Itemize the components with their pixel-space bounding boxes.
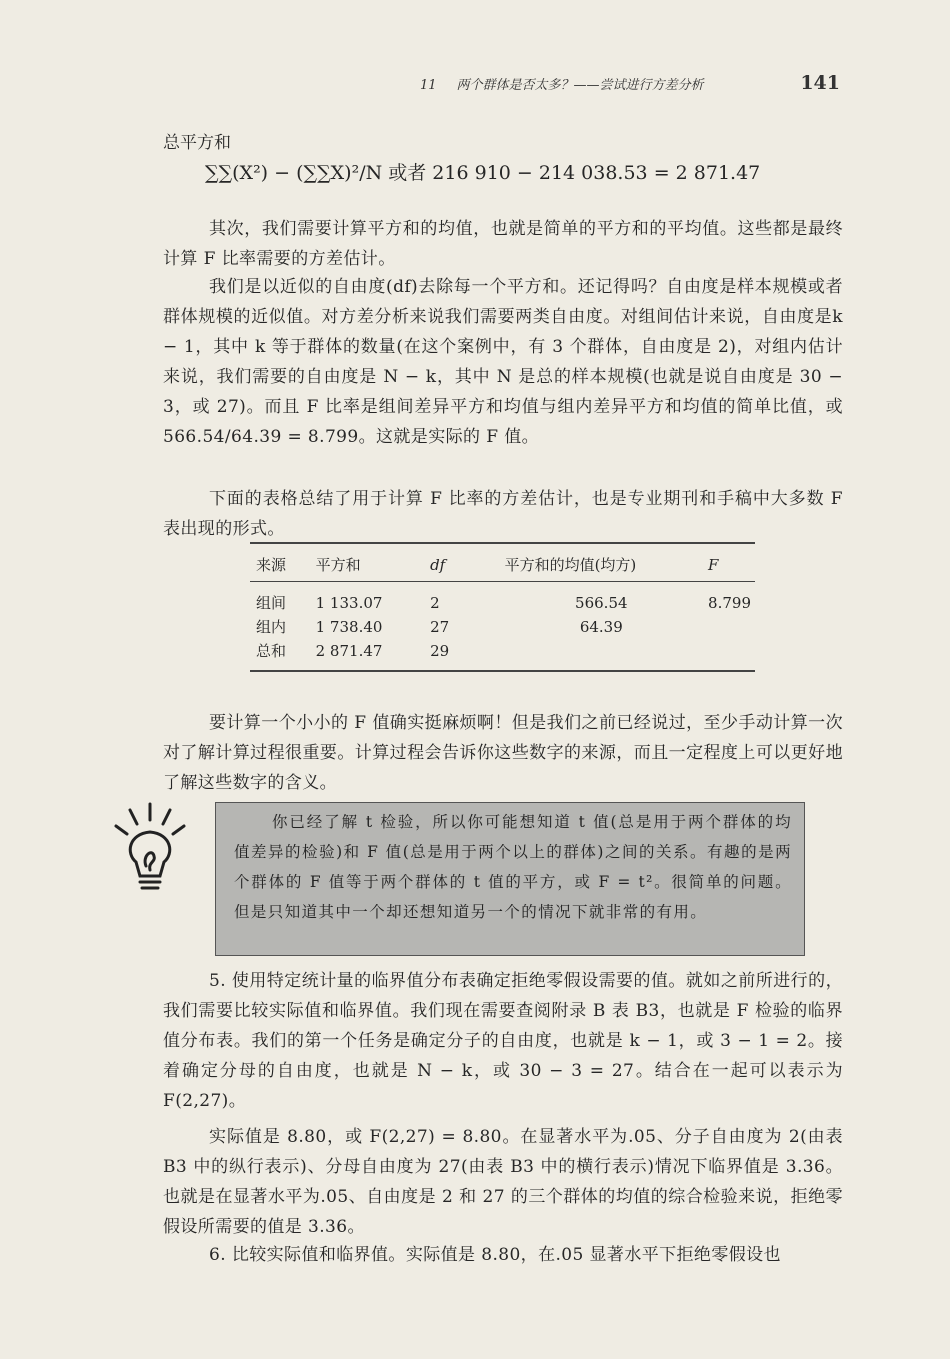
tip-text: 你已经了解 t 检验，所以你可能想知道 t 值(总是用于两个群体的均值差异的检验)和 F 值(总是用于两个以上的群体)之间的关系。有趣的是两个群体的 F 值等于两个群体的 t 值的平方，或 F = t²。很简单的问题。但是只知道其中一个却还想知道另一个的情况下就非常的有用。 <box>234 813 792 921</box>
header-sum-of-squares: 平方和 <box>310 543 424 582</box>
anova-summary-table <box>250 542 755 672</box>
header-mean-square: 平方和的均值(均方) <box>499 543 702 582</box>
cell-source: 组间 <box>256 594 287 612</box>
cell-df: 2 <box>430 594 440 612</box>
cell-source: 组内 <box>256 618 287 636</box>
paragraph-step-6: 6. 比较实际值和临界值。实际值是 8.80，在.05 显著水平下拒绝零假设也 <box>209 1245 781 1265</box>
paragraph-critical-value: 实际值是 8.80，或 F(2,27) = 8.80。在显著水平为.05、分子自由度为 2(由表 B3 中的纵行表示)、分母自由度为 27(由表 B3 中的横行表示)情况下临界值是 3.36。也就是在显著水平为.05、自由度是 2 和 27 的三个群体的均值的综合检验来说，拒绝零假设所需要的值是 3.36。 <box>163 1127 843 1237</box>
table-row <box>250 582 755 616</box>
paragraph-step-5: 5. 使用特定统计量的临界值分布表确定拒绝零假设需要的值。就如之前所进行的，我们需要比较实际值和临界值。我们现在需要查阅附录 B 表 B3，也就是 F 检验的临界值分布表。我们的第一个任务是确定分子的自由度，也就是 k − 1，或 3 − 1 = 2。接着确定分母的自由度，也就是 N − k，或 30 − 3 = 27。结合在一起可以表示为 F(2,27)。 <box>163 971 843 1111</box>
page-number: 141 <box>800 72 840 94</box>
header-f: F <box>702 543 755 582</box>
table-row <box>250 639 755 671</box>
paragraph-manual-calculation: 要计算一个小小的 F 值确实挺麻烦啊！但是我们之前已经说过，至少手动计算一次对了解计算过程很重要。计算过程会告诉你这些数字的来源，而且一定程度上可以更好地了解这些数字的含义。 <box>163 713 843 793</box>
cell-mean-square <box>499 639 702 671</box>
cell-f <box>702 639 755 671</box>
running-header <box>420 72 840 94</box>
paragraph-degrees-of-freedom: 我们是以近似的自由度(df)去除每一个平方和。还记得吗？自由度是样本规模或者群体规模的近似值。对方差分析来说我们需要两类自由度。对组间估计来说，自由度是k − 1，其中 k 等于群体的数量(在这个案例中，有 3 个群体，自由度是 2)，对组内估计来说，我们需要的自由度是 N − k，其中 N 是总的样本规模(也就是说自由度是 30 − 3，或 27)。而且 F 比率是组间差异平方和均值与组内差异平方和均值的简单比值，或566.54/64.39 = 8.799。这就是实际的 F 值。 <box>163 277 843 447</box>
table-header-row <box>250 543 755 582</box>
cell-df: 27 <box>430 618 450 636</box>
cell-f: 8.799 <box>708 594 751 612</box>
cell-df: 29 <box>424 639 499 671</box>
tip-box <box>215 802 805 956</box>
lightbulb-icon <box>112 800 188 900</box>
paragraph-table-intro: 下面的表格总结了用于计算 F 比率的方差估计，也是专业期刊和手稿中大多数 F 表出现的形式。 <box>163 489 843 539</box>
cell-f <box>702 615 755 639</box>
cell-sum-of-squares: 1 133.07 <box>315 594 383 612</box>
header-source: 来源 <box>250 543 310 582</box>
formula-label: 总平方和 <box>163 133 231 153</box>
chapter-number: 11 <box>420 78 437 93</box>
cell-mean-square: 64.39 <box>579 618 623 636</box>
cell-sum-of-squares: 1 738.40 <box>315 618 383 636</box>
cell-sum-of-squares: 2 871.47 <box>310 639 424 671</box>
header-df: df <box>424 543 499 582</box>
cell-mean-square: 566.54 <box>575 594 628 612</box>
sum-of-squares-formula: ∑∑(X²) − (∑∑X)²/N 或者 216 910 − 214 038.53 = 2 871.47 <box>205 162 761 184</box>
paragraph-mean-squares: 其次，我们需要计算平方和的均值，也就是简单的平方和的平均值。这些都是最终计算 F 比率需要的方差估计。 <box>163 219 843 269</box>
table-row <box>250 615 755 639</box>
cell-source: 总和 <box>250 639 310 671</box>
chapter-title: 两个群体是否太多？——尝试进行方差分析 <box>456 78 704 93</box>
